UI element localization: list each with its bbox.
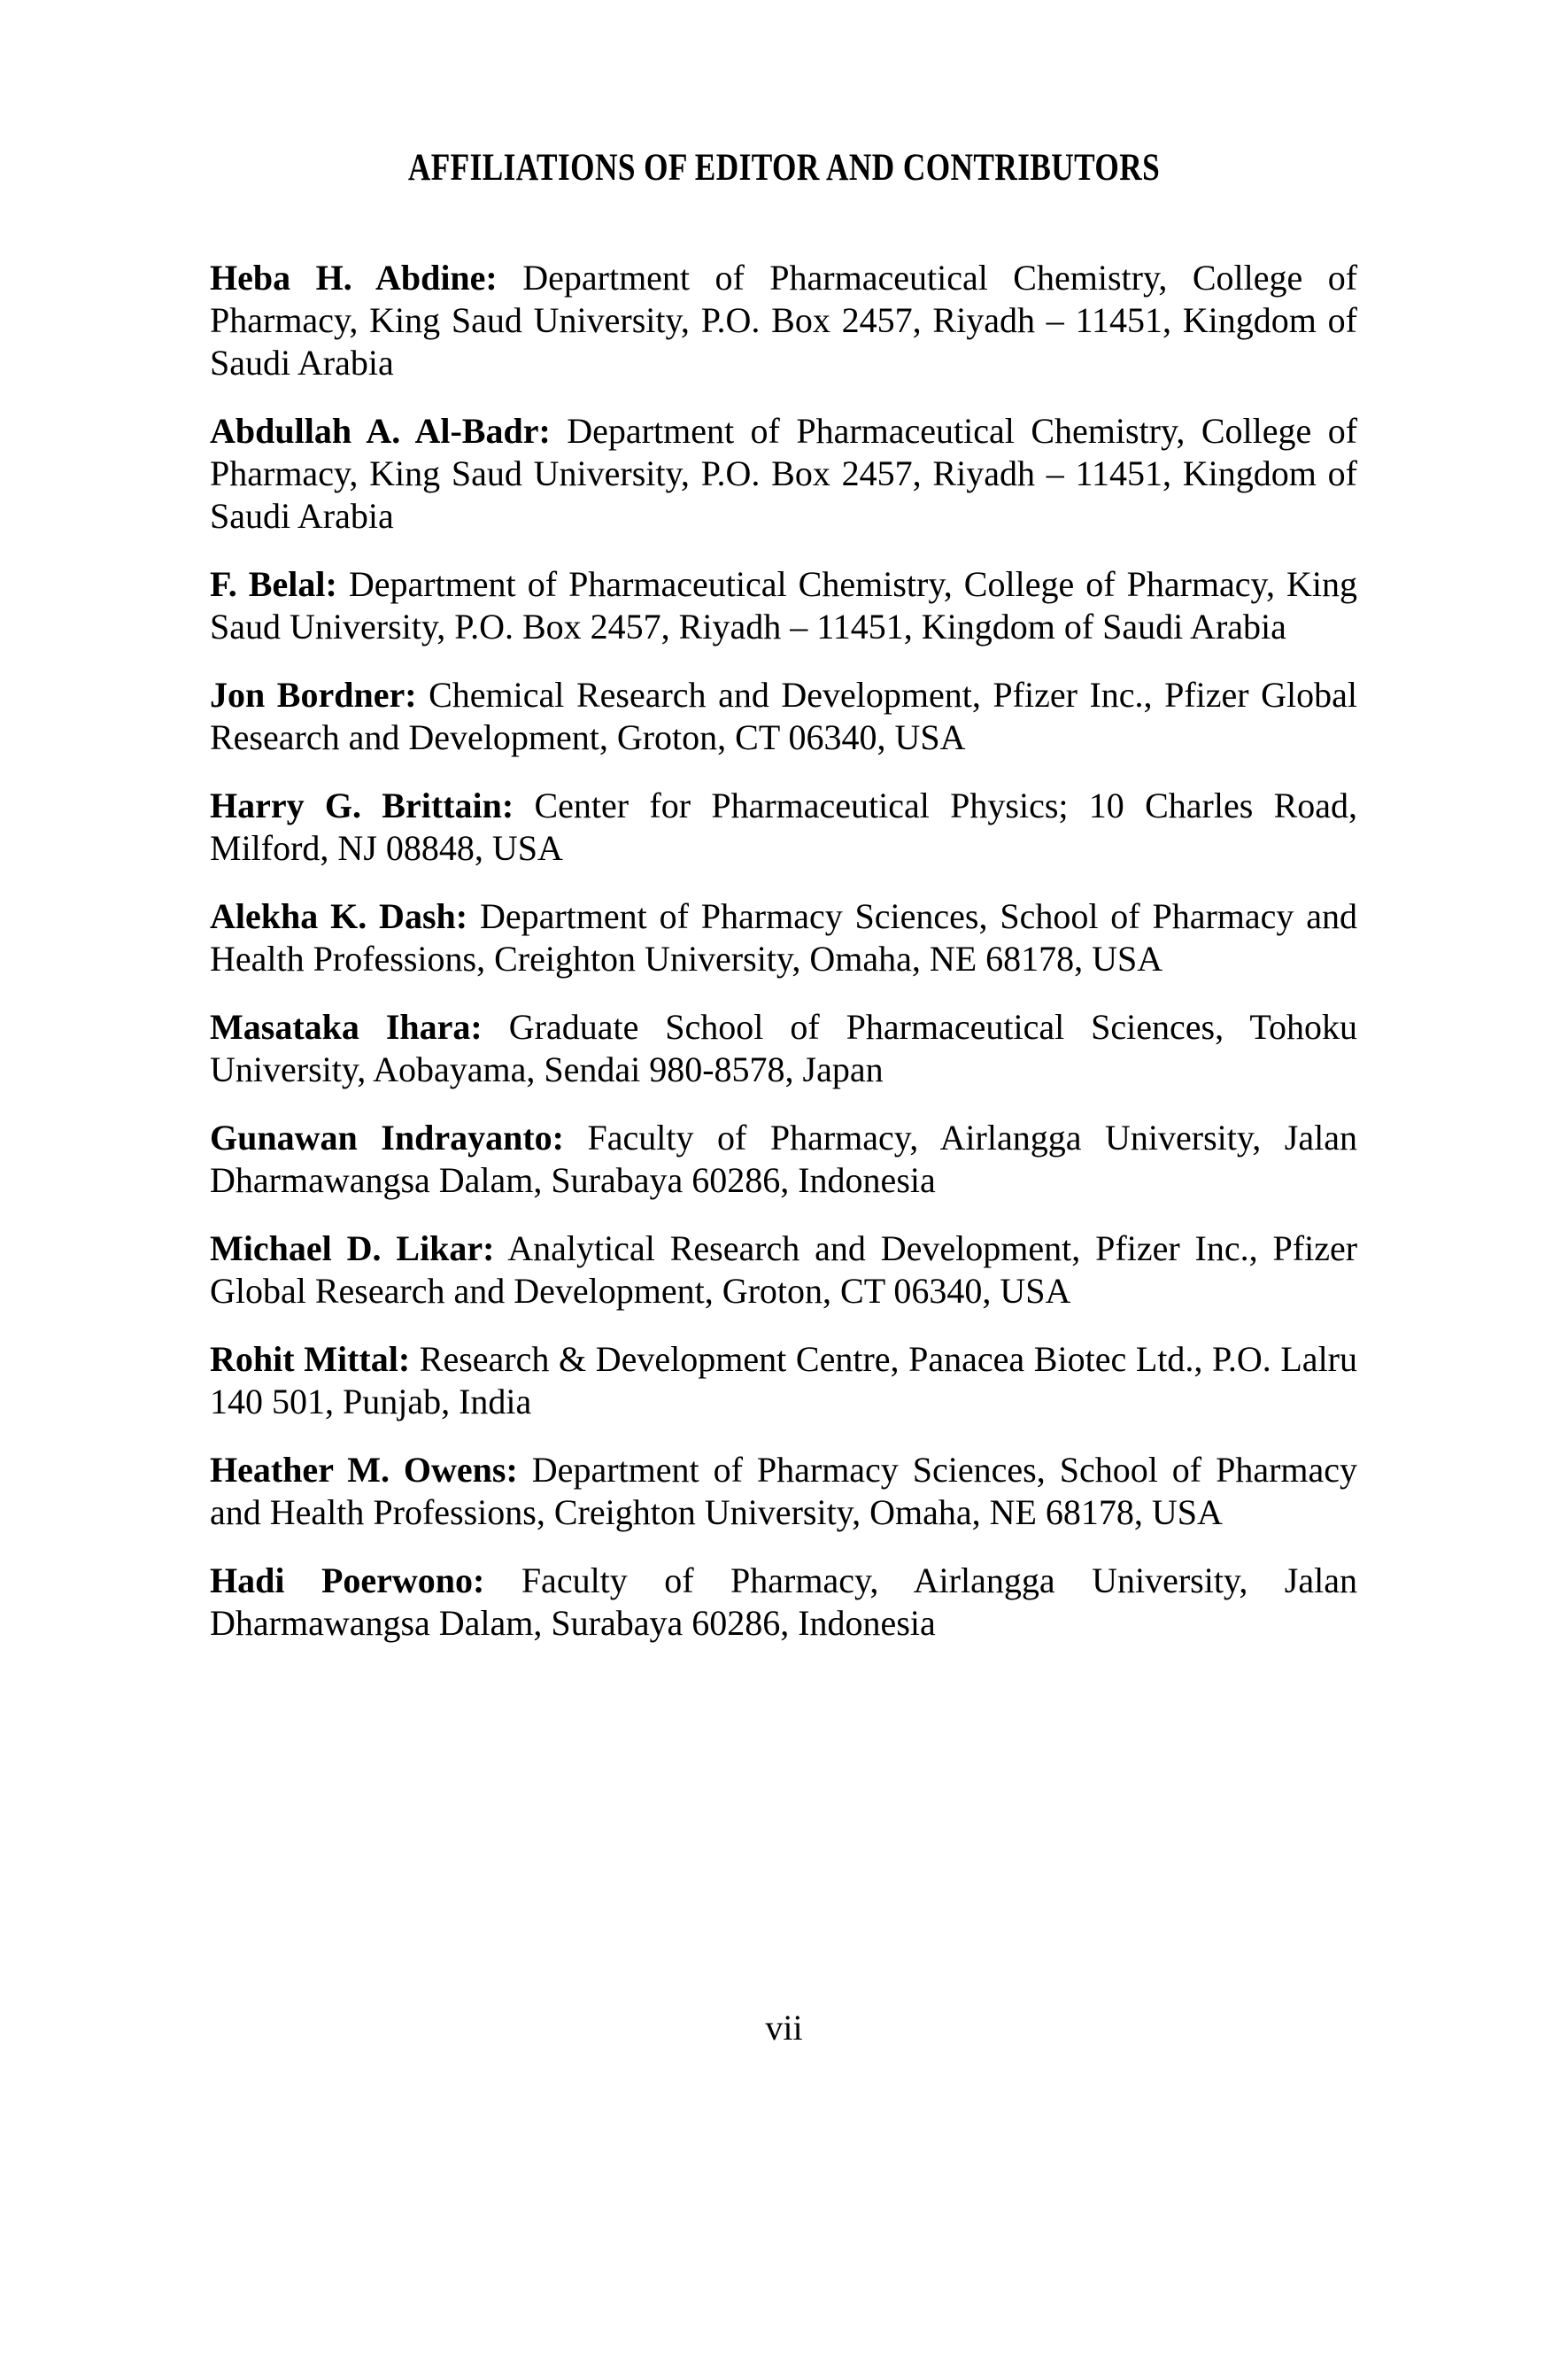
contributor-entry	[210, 895, 1357, 980]
contributor-name: Alekha K. Dash:	[210, 896, 468, 936]
contributor-entry	[210, 674, 1357, 759]
contributor-affiliation: Center for Pharmaceutical Physics; 10 Charles Road, Milford, NJ 08848, USA	[210, 786, 1357, 868]
contributor-entry	[210, 1338, 1357, 1423]
page-title: AFFILIATIONS OF EDITOR AND CONTRIBUTORS	[407, 147, 1161, 189]
contributor-affiliation: Analytical Research and Development, Pfizer Inc., Pfizer Global Research and Development, Groton, CT 06340, USA	[210, 1228, 1358, 1311]
contributor-name: Michael D. Likar:	[210, 1228, 495, 1268]
contributor-affiliation: Chemical Research and Development, Pfizer Inc., Pfizer Global Research and Development, Groton, CT 06340, USA	[210, 675, 1358, 757]
contributor-affiliation: Department of Pharmaceutical Chemistry, College of Pharmacy, King Saud University, P.O. Box 2457, Riyadh – 11451, Kingdom of Saudi Arabia	[210, 411, 1358, 536]
contributor-entry	[210, 785, 1357, 870]
contributor-affiliation: Research & Development Centre, Panacea Biotec Ltd., P.O. Lalru 140 501, Punjab, India	[210, 1339, 1357, 1421]
contributor-name: Abdullah A. Al-Badr:	[210, 411, 551, 451]
contributor-name: Heba H. Abdine:	[210, 258, 498, 298]
contributor-name: Gunawan Indrayanto:	[210, 1118, 564, 1158]
contributor-name: Hadi Poerwono:	[210, 1560, 485, 1600]
contributor-affiliation: Department of Pharmacy Sciences, School of Pharmacy and Health Professions, Creighton University, Omaha, NE 68178, USA	[210, 896, 1358, 979]
contributor-name: Masataka Ihara:	[210, 1007, 483, 1047]
contributor-entry	[210, 1560, 1357, 1645]
contributor-name: F. Belal:	[210, 564, 337, 604]
contributor-entry	[210, 1006, 1357, 1091]
contributor-name: Jon Bordner:	[210, 675, 417, 715]
contributor-affiliation: Graduate School of Pharmaceutical Sciences, Tohoku University, Aobayama, Sendai 980-8578, Japan	[210, 1007, 1358, 1089]
page-number: vii	[765, 2008, 803, 2048]
contributor-affiliation: Faculty of Pharmacy, Airlangga University, Jalan Dharmawangsa Dalam, Surabaya 60286, Indonesia	[210, 1118, 1357, 1200]
contributor-entry	[210, 1449, 1357, 1534]
contributor-affiliation: Department of Pharmaceutical Chemistry, College of Pharmacy, King Saud University, P.O. Box 2457, Riyadh – 11451, Kingdom of Saudi Arabia	[210, 564, 1358, 647]
contributor-entry	[210, 257, 1357, 384]
contributor-affiliation: Faculty of Pharmacy, Airlangga University, Jalan Dharmawangsa Dalam, Surabaya 60286, Indonesia	[210, 1560, 1357, 1643]
contributor-entry	[210, 563, 1357, 648]
contributor-entry	[210, 410, 1357, 538]
contributor-name: Harry G. Brittain:	[210, 786, 514, 825]
contributor-entry	[210, 1227, 1357, 1313]
contributor-name: Heather M. Owens:	[210, 1450, 518, 1490]
contributor-entry	[210, 1117, 1357, 1202]
contributors-list	[210, 257, 1357, 1670]
contributor-affiliation: Department of Pharmaceutical Chemistry, College of Pharmacy, King Saud University, P.O. Box 2457, Riyadh – 11451, Kingdom of Saudi Arabia	[210, 258, 1358, 383]
contributor-name: Rohit Mittal:	[210, 1339, 411, 1379]
contributor-affiliation: Department of Pharmacy Sciences, School of Pharmacy and Health Professions, Creighton University, Omaha, NE 68178, USA	[210, 1450, 1358, 1532]
